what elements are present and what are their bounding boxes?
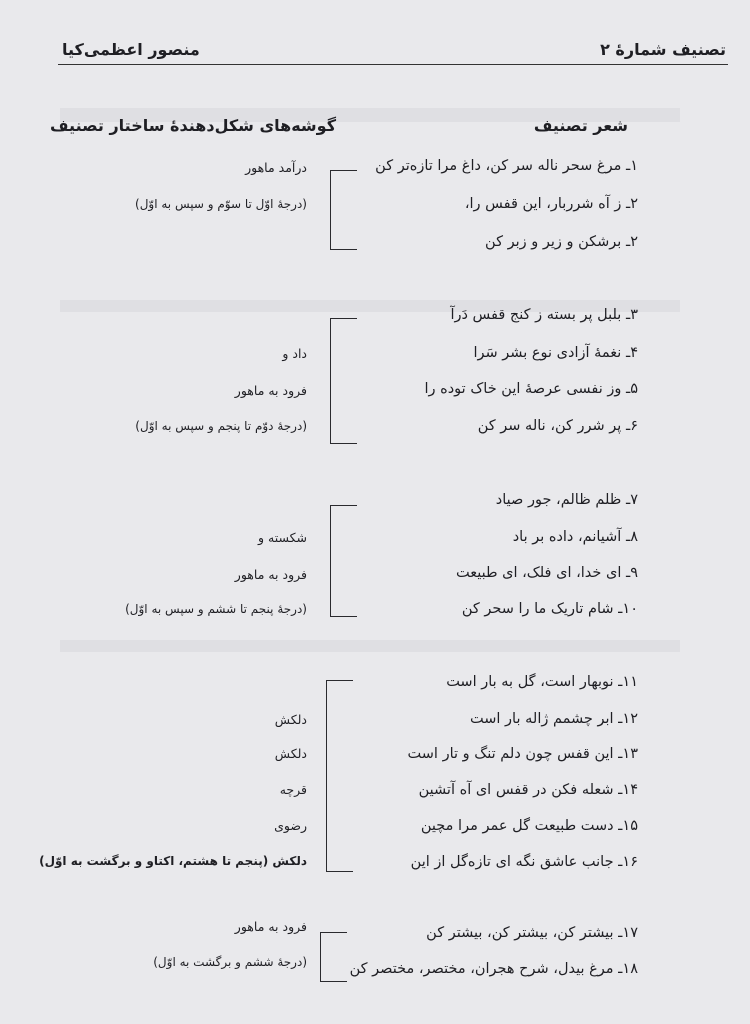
gusheh-degrees: (درجهٔ دوّم تا پنجم و سپس به اوّل)	[135, 419, 307, 433]
gusheh-name: دلکش	[274, 712, 307, 727]
group-bracket	[326, 680, 353, 872]
gusheh-name: شکسته و	[257, 530, 307, 545]
poem-heading: شعر تصنیف	[533, 116, 628, 135]
header-rule	[58, 64, 728, 65]
author-name: منصور اعظمی‌کیا	[62, 40, 200, 59]
gusheh-heading: گوشه‌های شکل‌دهندهٔ ساختار تصنیف	[49, 116, 336, 135]
poem-line: ۲ـ ز آه شرربار، این قفس را،	[464, 196, 638, 212]
gusheh-name: رضوی	[274, 818, 307, 833]
gusheh-degrees: (درجهٔ اوّل تا سوّم و سپس به اوّل)	[135, 197, 307, 211]
poem-line: ۳ـ بلبل پر بسته ز کنج قفس دَرآ	[450, 307, 638, 323]
page-header	[62, 36, 726, 76]
group-bracket	[330, 505, 357, 617]
poem-line: ۱۵ـ دست طبیعت گل عمر مرا مچین	[420, 818, 638, 834]
bleed-through	[60, 640, 680, 652]
poem-line: ۱۴ـ شعله فکن در قفس ای آه آتشین	[418, 782, 638, 798]
gusheh-name: درآمد ماهور	[245, 160, 307, 175]
poem-line: ۱۰ـ شام تاریک ما را سحر کن	[461, 601, 638, 617]
gusheh-name: داد و	[282, 346, 307, 361]
poem-line: ۱ـ مرغ سحر ناله سر کن، داغ مرا تازه‌تر کن	[375, 158, 638, 174]
gusheh-name: قرچه	[279, 782, 307, 797]
group-bracket	[330, 318, 357, 444]
poem-line: ۶ـ پر شرر کن، ناله سر کن	[477, 418, 638, 434]
poem-line: ۱۸ـ مرغ بیدل، شرح هجران، مختصر، مختصر کن	[349, 961, 638, 977]
poem-line: ۱۶ـ جانب عاشق نگه ای تازه‌گل از این	[410, 854, 638, 870]
gusheh-name: فرود به ماهور	[234, 919, 307, 934]
poem-line: ۵ـ وز نفسی عرصهٔ این خاک توده را	[424, 381, 638, 397]
gusheh-degrees: (درجهٔ ششم و برگشت به اوّل)	[153, 955, 307, 969]
group-bracket	[330, 170, 357, 250]
gusheh-name: فرود به ماهور	[234, 383, 307, 398]
poem-line: ۷ـ ظلم ظالم، جور صیاد	[495, 492, 638, 508]
poem-line: ۴ـ نغمهٔ آزادی نوع بشر سَرا	[473, 345, 638, 361]
gusheh-name: فرود به ماهور	[234, 567, 307, 582]
group-bracket	[320, 932, 347, 982]
poem-line: ۹ـ ای خدا، ای فلک، ای طبیعت	[455, 565, 638, 581]
poem-line: ۱۱ـ نوبهار است، گل به بار است	[446, 674, 638, 690]
poem-line: ۱۳ـ این قفس چون دلم تنگ و تار است	[407, 746, 638, 762]
gusheh-degrees: دلکش (پنجم تا هشتم، اکتاو و برگشت به اوّل)	[39, 854, 307, 868]
gusheh-degrees: (درجهٔ پنجم تا ششم و سپس به اوّل)	[125, 602, 307, 616]
poem-line: ۸ـ آشیانم، داده بر باد	[512, 529, 638, 545]
page-title: تصنیف شمارهٔ ۲	[600, 40, 726, 59]
poem-line: ۱۲ـ ابر چشمم ژاله بار است	[470, 711, 638, 727]
gusheh-name: دلکش	[274, 746, 307, 761]
poem-line: ۲ـ برشکن و زیر و زبر کن	[485, 234, 638, 250]
poem-line: ۱۷ـ بیشتر کن، بیشتر کن، بیشتر کن	[426, 925, 638, 941]
